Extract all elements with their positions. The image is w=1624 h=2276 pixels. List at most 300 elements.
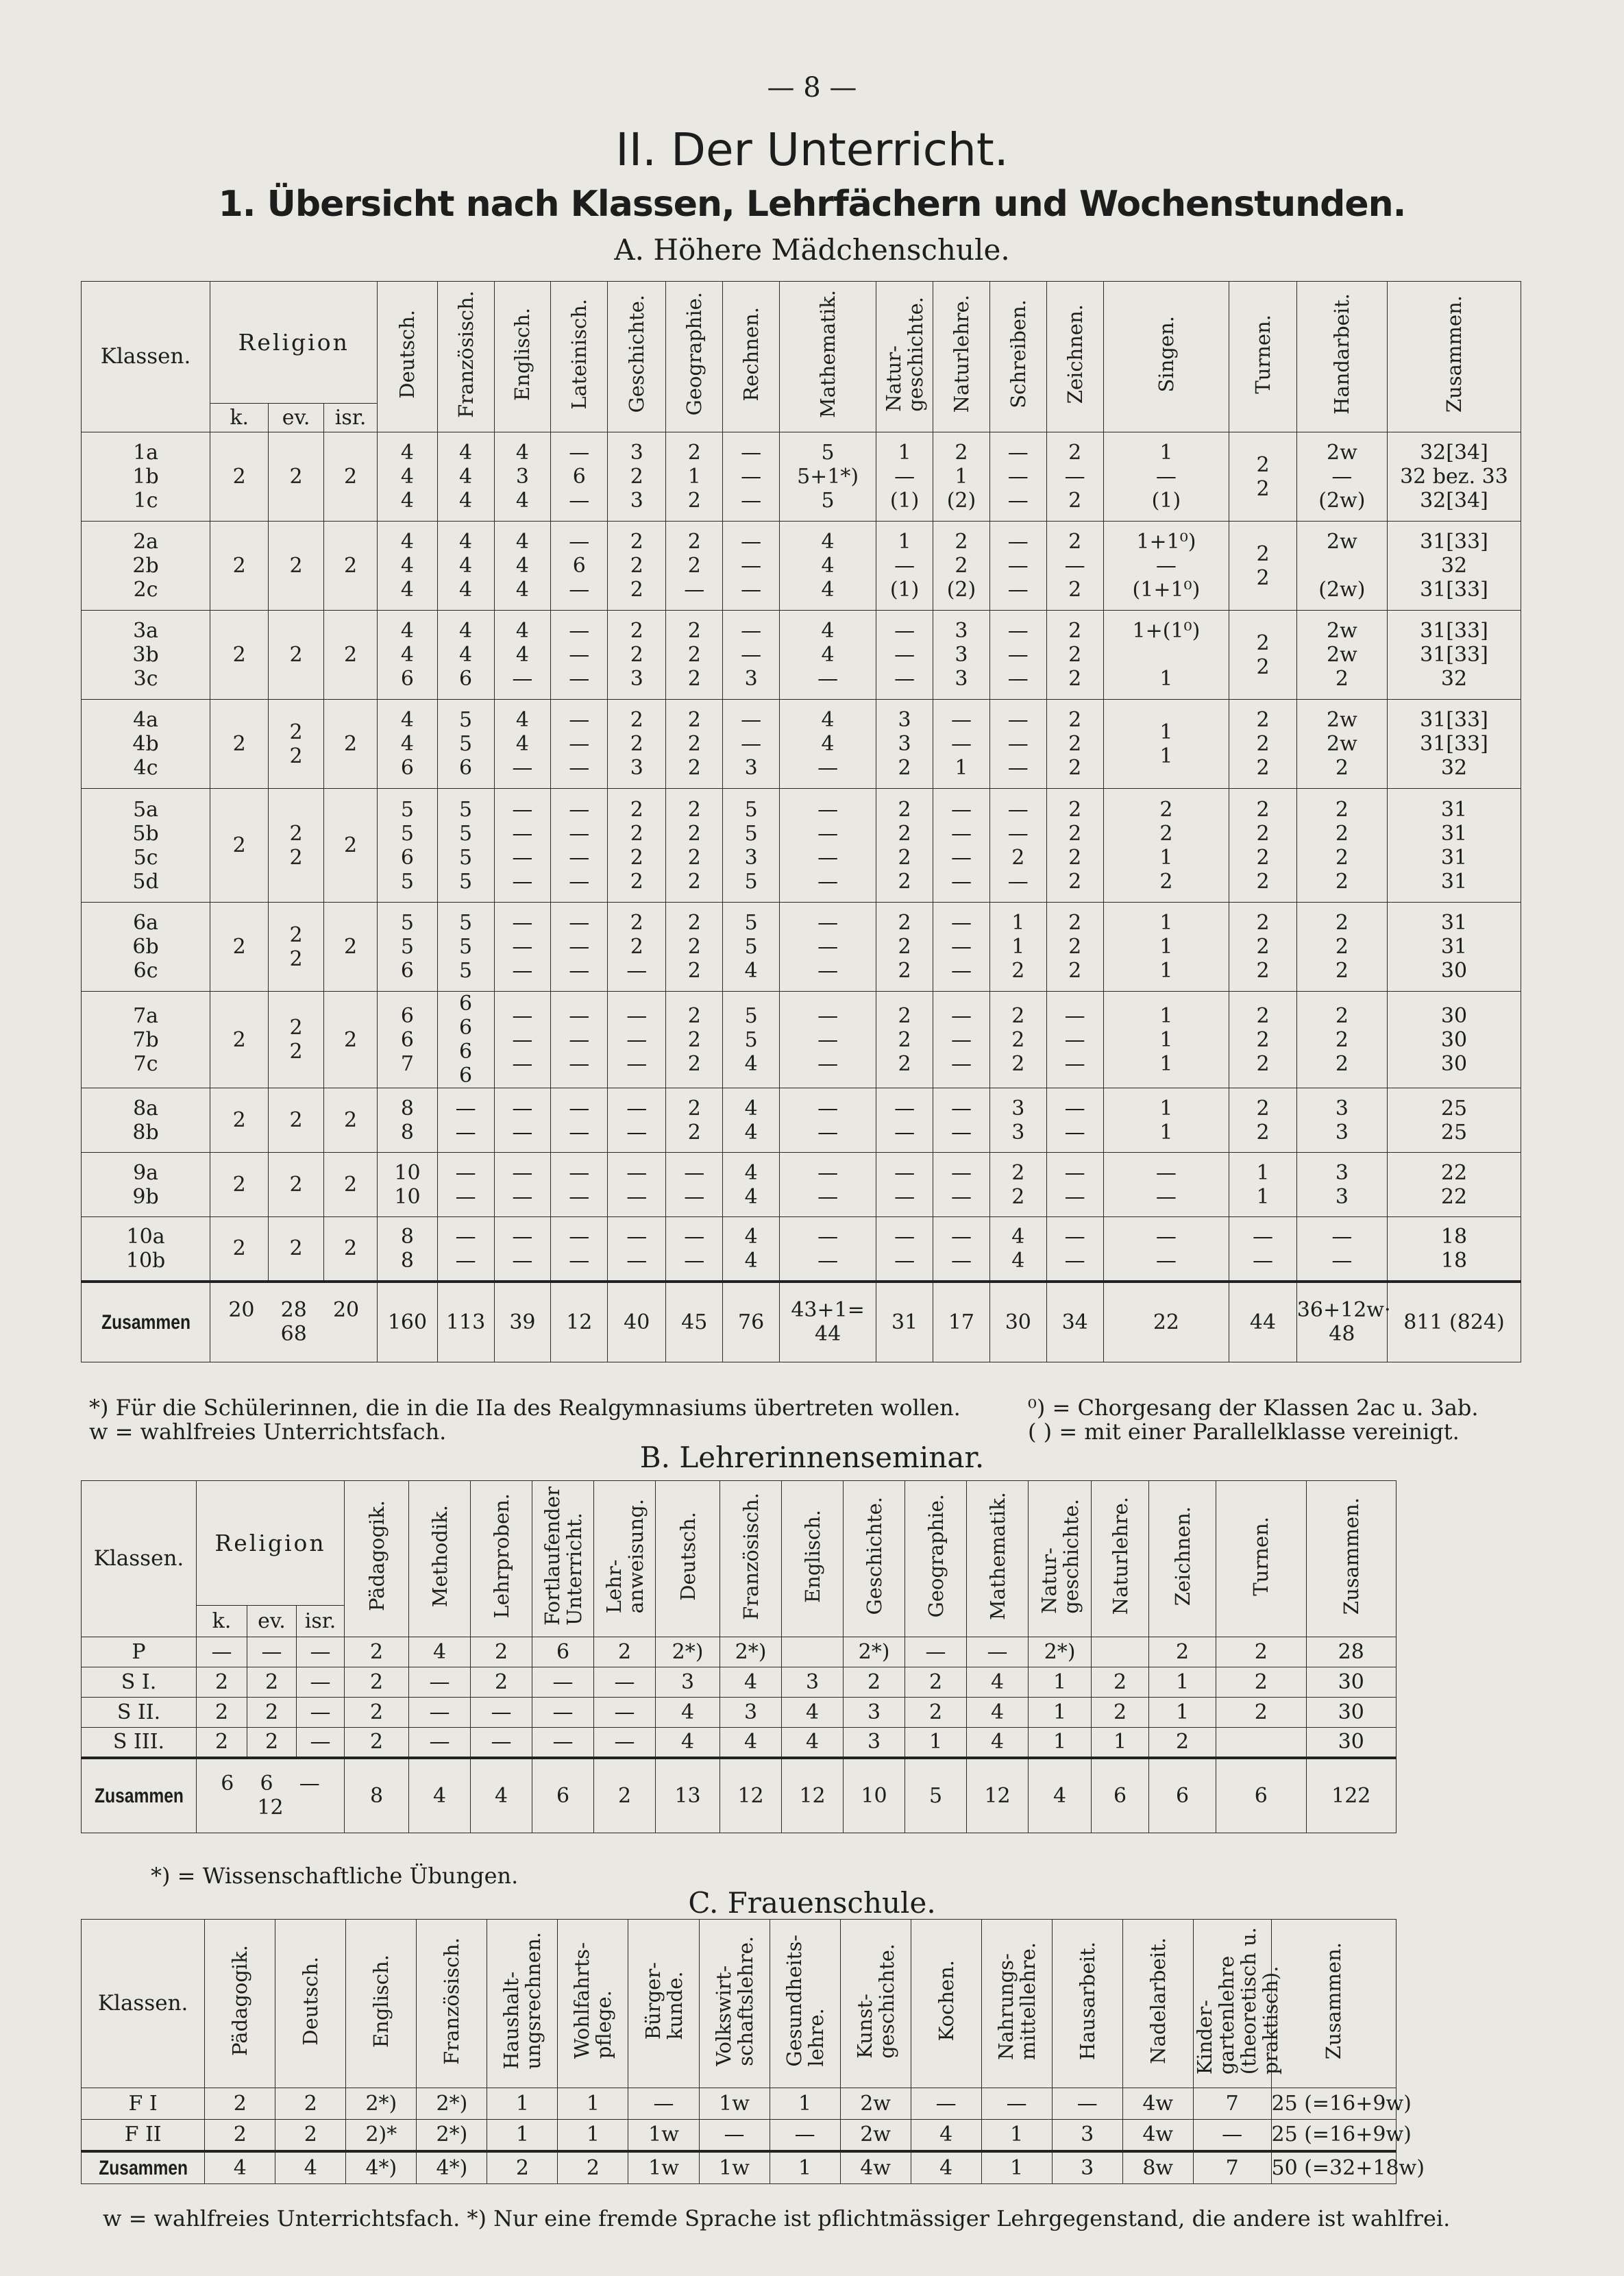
row-klasse	[82, 1698, 197, 1728]
cell-value	[699, 2088, 770, 2120]
cell-total-text: 160	[387, 1310, 428, 1334]
cell-total-text: 39	[509, 1310, 536, 1334]
cell-value	[1306, 1728, 1396, 1758]
cell-value-text: 2 2 2	[687, 619, 701, 691]
cell-value	[417, 2088, 487, 2120]
cell-total-text: 6	[1254, 1783, 1268, 1808]
cell-value-text: 1+1⁰) — (1+1⁰)	[1132, 530, 1201, 602]
col-subject	[989, 282, 1046, 432]
row-klasse	[82, 992, 210, 1088]
cell-value	[378, 432, 437, 522]
cell-value	[1046, 611, 1103, 700]
col-religion-text: Religion	[214, 1530, 326, 1556]
cell-value	[782, 1637, 844, 1667]
cell-value	[1229, 432, 1297, 522]
cell-total-text: 4	[233, 2155, 247, 2180]
cell-value-text: 2	[304, 2122, 317, 2147]
cell-value-text: — — — —	[512, 797, 533, 894]
cell-value	[558, 2088, 628, 2120]
cell-value-text: 2 2	[1256, 1096, 1270, 1145]
cell-value	[723, 992, 780, 1088]
cell-value-text: 4	[432, 1640, 447, 1664]
cell-value-text: 8 8	[400, 1096, 415, 1145]
cell-value-text: 3 3	[1335, 1160, 1349, 1209]
cell-total	[844, 1758, 905, 1833]
cell-value-text: — — 3	[741, 708, 762, 780]
cell-value	[1103, 522, 1229, 611]
column-header-label: Mathematik.	[985, 1492, 1009, 1620]
cell-value-text: 2 2 2	[1011, 1003, 1025, 1076]
cell-value-text: —	[925, 1640, 946, 1664]
cell-value-text: 2	[1254, 1700, 1268, 1724]
table-row	[82, 432, 1521, 522]
cell-value-text: — — 1	[950, 708, 972, 780]
cell-value	[720, 1667, 782, 1698]
table-row	[82, 611, 1521, 700]
row-klasse-text: 8a 8b	[132, 1096, 159, 1145]
cell-value	[1387, 992, 1521, 1088]
cell-religion-text: 2	[232, 554, 246, 578]
cell-value-text: 5 5 4	[744, 911, 758, 983]
cell-religion	[210, 1088, 269, 1153]
cell-religion	[210, 432, 269, 522]
cell-value	[494, 1217, 551, 1282]
table-row	[82, 1217, 1521, 1282]
cell-value	[782, 1667, 844, 1698]
cell-value-text: 4 4 6	[400, 619, 415, 691]
totals-row	[82, 2151, 1397, 2184]
cell-value	[989, 611, 1046, 700]
cell-religion	[323, 903, 377, 992]
cell-value	[782, 1698, 844, 1728]
cell-value	[1103, 789, 1229, 903]
cell-total-text: 6	[1113, 1783, 1127, 1808]
col-subject	[1216, 1481, 1306, 1637]
cell-value	[656, 1728, 720, 1758]
cell-value	[1193, 2120, 1271, 2151]
cell-value-text: — — — —	[569, 797, 590, 894]
cell-value-text: —	[614, 1670, 635, 1694]
cell-value	[780, 992, 876, 1088]
col-subject	[594, 1481, 656, 1637]
footnote-star: *) Für die Schülerinnen, die in die IIa des Realgymnasiums übertreten wollen.	[89, 1395, 961, 1421]
row-klasse	[82, 1637, 197, 1667]
cell-total	[1271, 2151, 1425, 2184]
cell-value	[967, 1728, 1029, 1758]
cell-value	[1387, 522, 1521, 611]
cell-value-text: 31[33] 31[33] 32	[1420, 619, 1488, 691]
cell-value-text: 4	[990, 1670, 1005, 1694]
cell-value	[551, 432, 608, 522]
cell-value	[608, 522, 666, 611]
cell-value	[437, 789, 494, 903]
cell-value-text: 2	[494, 1640, 508, 1664]
cell-value	[437, 522, 494, 611]
cell-value	[656, 1667, 720, 1698]
cell-value-text: — —	[950, 1096, 972, 1145]
cell-value-text: 1 — (1)	[889, 530, 920, 602]
cell-value-text: — — 2 —	[1007, 797, 1029, 894]
cell-total	[275, 2151, 346, 2184]
cell-value	[1046, 432, 1103, 522]
cell-total	[532, 1758, 594, 1833]
col-subject	[699, 1920, 770, 2088]
cell-value-text: 1	[928, 1730, 943, 1754]
table-frauenschule	[81, 1919, 1425, 2184]
cell-value	[911, 2088, 981, 2120]
cell-value	[551, 903, 608, 992]
cell-value-text: 10 10	[394, 1160, 421, 1209]
cell-religion	[210, 1153, 269, 1217]
cell-value	[437, 432, 494, 522]
row-zusammen	[92, 1758, 186, 1833]
cell-religion-text: 2	[214, 1730, 229, 1754]
cell-religion-text: 2	[214, 1670, 229, 1694]
cell-value-text: 3 3	[1011, 1096, 1025, 1145]
col-religion-text: Religion	[238, 329, 349, 356]
cell-value-text: 2 2 2	[1335, 1003, 1349, 1076]
cell-value	[876, 1153, 933, 1217]
cell-value-text: — — —	[741, 441, 762, 513]
col-religion-sub-text: isr.	[304, 1609, 336, 1633]
cell-religion-text: 2	[232, 935, 246, 959]
cell-value-text: — —	[950, 1160, 972, 1209]
column-header-label: Mathematik.	[816, 290, 840, 418]
col-subject	[1271, 1920, 1397, 2088]
cell-value-text: 2	[369, 1640, 384, 1664]
cell-value	[551, 611, 608, 700]
cell-value-text: 2 2	[1256, 631, 1270, 679]
cell-religion-text: 2	[289, 643, 303, 667]
cell-value-text: —	[724, 2122, 745, 2147]
cell-value	[1387, 611, 1521, 700]
religion-totals: 20 28 20	[228, 1298, 360, 1323]
cell-religion	[297, 1637, 345, 1667]
cell-total-text: 4	[304, 2155, 317, 2180]
cell-value	[780, 522, 876, 611]
cell-value	[666, 903, 723, 992]
cell-value	[345, 1667, 409, 1698]
cell-value-text: 2	[233, 2122, 247, 2147]
col-subject	[346, 1920, 417, 2088]
cell-total	[409, 1758, 471, 1833]
religion-sum: 12	[257, 1796, 284, 1820]
cell-total	[1216, 1758, 1306, 1833]
cell-value	[1029, 1637, 1092, 1667]
cell-value-text: — —	[512, 1224, 533, 1273]
col-subject	[656, 1481, 720, 1637]
row-klasse	[82, 903, 210, 992]
column-header-label: Englisch.	[369, 1954, 393, 2048]
cell-value-text: 1	[1053, 1700, 1067, 1724]
column-header-label: Geschichte.	[862, 1497, 886, 1615]
cell-value-text: 3	[805, 1670, 820, 1694]
cell-value	[656, 1637, 720, 1667]
cell-value	[378, 1153, 437, 1217]
cell-value	[1193, 2088, 1271, 2120]
cell-value	[876, 700, 933, 789]
cell-value-text: 30	[1338, 1730, 1364, 1754]
row-klasse	[82, 2120, 205, 2151]
cell-value-text: 28	[1338, 1640, 1364, 1664]
cell-value	[551, 1217, 608, 1282]
footnote-w: w = wahlfreies Unterrichtsfach.	[89, 1419, 447, 1445]
col-subject	[275, 1920, 346, 2088]
cell-value-text: — — —	[1007, 619, 1029, 691]
cell-value-text: 2 2 2	[1256, 911, 1270, 983]
cell-value	[780, 1088, 876, 1153]
col-subject	[723, 282, 780, 432]
cell-religion	[210, 700, 269, 789]
row-klasse	[82, 1728, 197, 1758]
cell-value	[608, 1088, 666, 1153]
header-row	[82, 282, 1521, 404]
cell-value-text: 3 3	[1335, 1096, 1349, 1145]
row-klasse	[82, 789, 210, 903]
cell-value	[1046, 789, 1103, 903]
cell-total	[628, 2151, 699, 2184]
cell-value	[532, 1667, 594, 1698]
cell-value-text: — — —	[1007, 530, 1029, 602]
cell-value-text: 4 4 4	[400, 530, 415, 602]
cell-total	[905, 1758, 967, 1833]
cell-value	[666, 1088, 723, 1153]
col-subject	[844, 1481, 905, 1637]
column-header-label: Haushalt- ungsrechnen.	[500, 1932, 545, 2070]
cell-value	[666, 611, 723, 700]
table-row	[82, 1153, 1521, 1217]
cell-value-text: — — —	[569, 708, 590, 780]
cell-value-text: —	[491, 1700, 512, 1724]
cell-total	[656, 1758, 720, 1833]
cell-value-text: 2*)	[436, 2122, 468, 2147]
cell-value-text: 32[34] 32 bez. 33 32[34]	[1400, 441, 1508, 513]
cell-total-text: 6	[556, 1783, 570, 1808]
cell-value	[437, 1153, 494, 1217]
cell-value	[876, 522, 933, 611]
cell-value-text: —	[491, 1730, 512, 1754]
cell-total-text: 122	[1331, 1783, 1371, 1808]
cell-value-text: — —	[1253, 1224, 1274, 1273]
cell-value	[437, 1088, 494, 1153]
col-subject	[782, 1481, 844, 1637]
column-header-label: Zusammen.	[1322, 1942, 1346, 2060]
cell-value	[780, 432, 876, 522]
cell-value-text: 2 2 2	[1335, 911, 1349, 983]
cell-value-text: 5 5 6	[459, 708, 473, 780]
cell-value-text: — 6 —	[569, 441, 590, 513]
column-header-label: Zusammen.	[1339, 1497, 1363, 1615]
col-klassen-text: Klassen.	[100, 344, 191, 369]
cell-value	[1229, 1153, 1297, 1217]
cell-total-text: 10	[861, 1783, 887, 1808]
cell-value	[723, 432, 780, 522]
cell-value	[594, 1667, 656, 1698]
cell-religion-text: —	[310, 1670, 331, 1694]
cell-value	[1149, 1698, 1216, 1728]
cell-value-text: 3 3 2	[898, 708, 911, 780]
cell-value-text: 2	[617, 1640, 632, 1664]
cell-value-text: —	[653, 2092, 674, 2116]
cell-total	[1103, 1282, 1229, 1362]
cell-value-text: 31 31 31 31	[1440, 797, 1468, 894]
cell-value	[770, 2088, 840, 2120]
cell-religion-text: 2	[289, 1173, 303, 1197]
cell-religion	[269, 992, 324, 1088]
cell-value	[1029, 1728, 1092, 1758]
row-klasse	[82, 432, 210, 522]
row-klasse-text: 9a 9b	[132, 1160, 159, 1209]
cell-total	[911, 2151, 981, 2184]
cell-value-text: — — —	[1007, 441, 1029, 513]
cell-religion-total	[210, 1282, 378, 1362]
column-header-label: Rechnen.	[739, 306, 763, 402]
cell-religion	[269, 903, 324, 992]
cell-total-text: 6	[1175, 1783, 1190, 1808]
cell-total	[770, 2151, 840, 2184]
col-religion-sub	[210, 404, 269, 432]
cell-total-text: 3	[1081, 2155, 1094, 2180]
cell-total	[437, 1282, 494, 1362]
cell-religion-text: 2	[344, 1173, 358, 1197]
cell-value	[1046, 1088, 1103, 1153]
cell-value	[989, 432, 1046, 522]
cell-value-text: 30 30 30	[1440, 1003, 1468, 1076]
cell-value-text: 30	[1338, 1670, 1364, 1694]
cell-religion	[323, 432, 377, 522]
cell-value	[345, 1698, 409, 1728]
cell-value	[666, 1153, 723, 1217]
column-header-label: Pädagogik.	[365, 1500, 389, 1612]
cell-value-text: —	[552, 1670, 574, 1694]
col-religion-sub-text: ev.	[258, 1609, 286, 1633]
cell-total	[1193, 2151, 1271, 2184]
cell-religion-text: 2	[344, 833, 358, 857]
col-klassen-text: Klassen.	[97, 1991, 188, 2016]
cell-value-text: 1 1 1	[1159, 1003, 1173, 1076]
cell-total	[1387, 1282, 1521, 1362]
cell-value-text: 2	[867, 1670, 881, 1694]
cell-value	[437, 903, 494, 992]
cell-value	[1052, 2120, 1122, 2151]
cell-value-text: —	[1006, 2092, 1027, 2116]
cell-value	[471, 1698, 532, 1728]
cell-value	[608, 700, 666, 789]
cell-value-text: — — —	[894, 619, 915, 691]
cell-total-text: 12	[799, 1783, 826, 1808]
cell-value-text: 4w	[1142, 2092, 1174, 2116]
cell-value-text: 1+(1⁰) 1	[1132, 619, 1201, 691]
row-klasse-text: 3a 3b 3c	[132, 619, 159, 691]
cell-value	[723, 1088, 780, 1153]
col-subject	[981, 1920, 1052, 2088]
row-klasse-text: F II	[124, 2122, 162, 2147]
religion-sum: 68	[280, 1322, 307, 1347]
cell-value	[532, 1698, 594, 1728]
cell-value-text: — — —	[569, 911, 590, 983]
cell-religion	[197, 1667, 247, 1698]
cell-value-text: 3	[867, 1700, 881, 1724]
cell-value	[1103, 1153, 1229, 1217]
cell-value	[1306, 1667, 1396, 1698]
header-row	[82, 1920, 1397, 2088]
cell-value-text: 2	[1254, 1640, 1268, 1664]
cell-religion-text: 2	[344, 1236, 358, 1261]
row-klasse	[82, 2088, 205, 2120]
row-zusammen	[93, 1282, 198, 1362]
cell-religion	[210, 522, 269, 611]
cell-value	[205, 2120, 275, 2151]
cell-value	[933, 611, 990, 700]
cell-value-text: — — — —	[950, 797, 972, 894]
cell-value-text: 2*)	[735, 1640, 767, 1664]
cell-value	[1296, 992, 1387, 1088]
column-header-label: Französisch.	[739, 1492, 763, 1620]
cell-value-text: 2 2 2	[1068, 911, 1082, 983]
cell-value-text: 2 2 (2)	[946, 530, 976, 602]
cell-total	[989, 1282, 1046, 1362]
column-header-label: Hausarbeit.	[1075, 1941, 1099, 2061]
cell-religion-text: 2	[264, 1700, 279, 1724]
table-lehrerinnenseminar	[81, 1480, 1397, 1833]
cell-value	[1103, 992, 1229, 1088]
row-klasse-text: 6a 6b 6c	[132, 911, 159, 983]
cell-religion-text: 2	[232, 1027, 246, 1052]
column-header-label: Zeichnen.	[1170, 1506, 1194, 1606]
cell-value-text: —	[987, 1640, 1008, 1664]
table-row	[82, 700, 1521, 789]
cell-value-text: 2 2 2 2	[1256, 797, 1270, 894]
cell-value-text: 1	[1175, 1670, 1190, 1694]
cell-value-text: — —	[894, 1160, 915, 1209]
cell-value	[1387, 903, 1521, 992]
cell-value	[780, 700, 876, 789]
cell-total-text: 4w	[860, 2155, 891, 2180]
cell-value	[1229, 700, 1297, 789]
cell-religion-text: 2	[344, 465, 358, 489]
cell-religion-text: 2	[344, 1027, 358, 1052]
cell-religion	[269, 522, 324, 611]
cell-value	[1229, 611, 1297, 700]
cell-value	[1149, 1667, 1216, 1698]
cell-value-text: 2w (2w)	[1318, 530, 1366, 602]
cell-value-text: 6 6 7	[400, 1003, 415, 1076]
col-religion-sub	[197, 1606, 247, 1637]
cell-value	[1046, 700, 1103, 789]
cell-value	[628, 2120, 699, 2151]
cell-total-text: 2	[515, 2155, 529, 2180]
cell-value	[1103, 1217, 1229, 1282]
cell-value	[1387, 789, 1521, 903]
cell-value	[1046, 522, 1103, 611]
cell-religion	[297, 1698, 345, 1728]
column-header-label: Deutsch.	[299, 1956, 323, 2046]
cell-value-text: 4	[680, 1730, 695, 1754]
cell-value	[594, 1698, 656, 1728]
cell-value-text: —	[429, 1730, 450, 1754]
cell-value	[471, 1728, 532, 1758]
cell-value	[551, 992, 608, 1088]
cell-value	[723, 1217, 780, 1282]
cell-value-text: 1 1	[1256, 1160, 1270, 1209]
cell-value-text: 4 4 —	[817, 619, 839, 691]
cell-value-text: — — —	[1007, 708, 1029, 780]
cell-value-text: 1	[1175, 1700, 1190, 1724]
cell-value-text: — —	[684, 1160, 705, 1209]
cell-value	[1103, 1088, 1229, 1153]
column-header-label: Deutsch.	[395, 309, 419, 399]
col-subject	[876, 282, 933, 432]
